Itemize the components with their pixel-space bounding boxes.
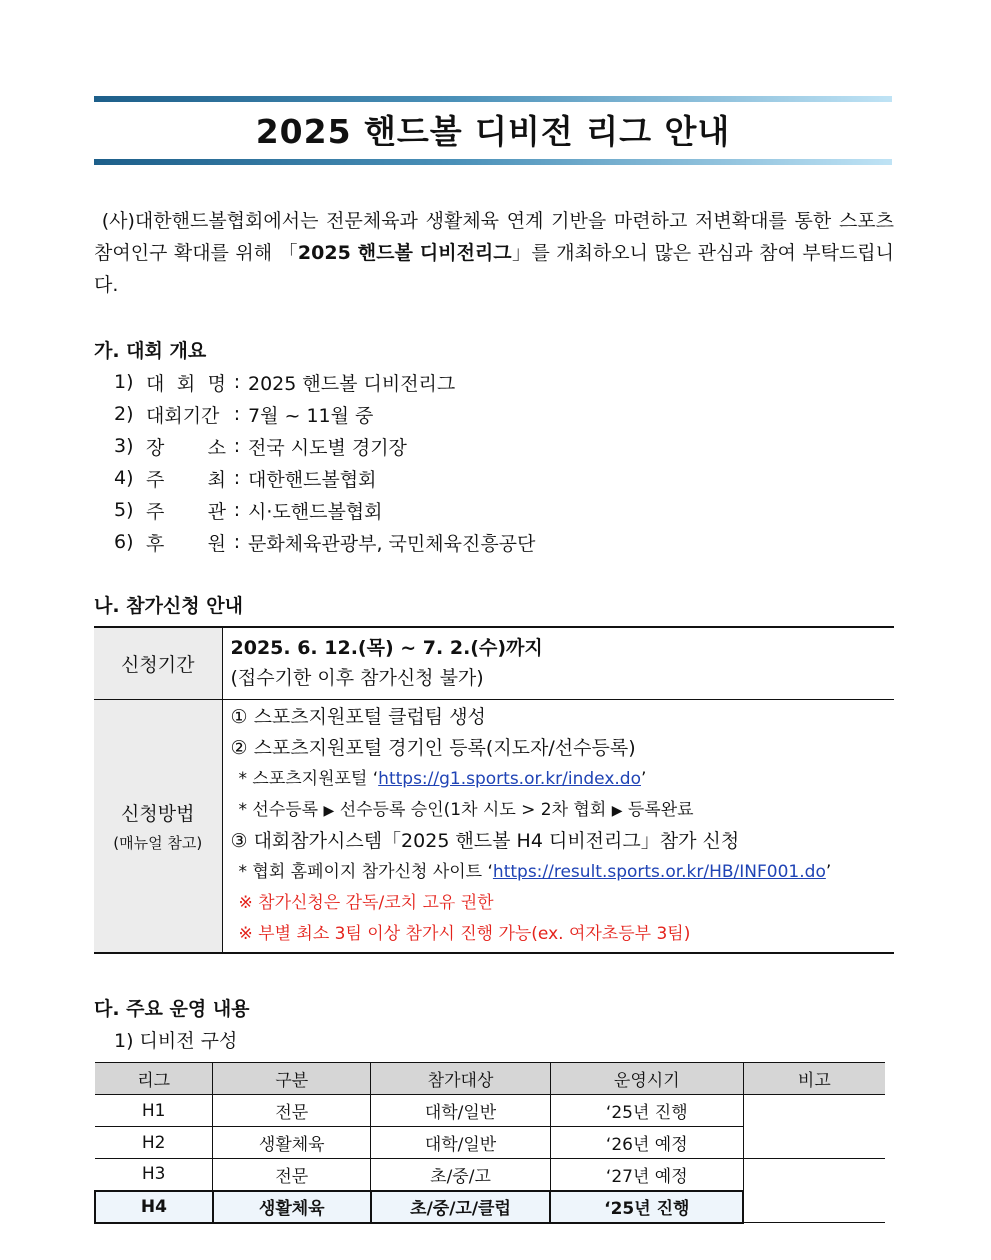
reg-step-c: 등록완료 bbox=[627, 799, 694, 820]
period-cell: ‘26년 예정 bbox=[550, 1127, 743, 1159]
col-header: 참가대상 bbox=[371, 1063, 551, 1095]
overview-item: 2) 대회기간 : 7월 ~ 11월 중 bbox=[114, 398, 535, 430]
item-number: 1) bbox=[114, 371, 134, 393]
target-cell: 초/중/고/클럽 bbox=[371, 1191, 551, 1223]
type-cell: 전문 bbox=[213, 1095, 371, 1127]
item-label: 대 회 명 bbox=[146, 372, 226, 395]
intro-text-before: (사)대한핸드볼협회에서는 전문체육과 생활체육 연계 기반을 마련하고 저변확대를 통한 스포츠 참여인구 확대를 위해 「 bbox=[94, 210, 895, 264]
item-number: 6) bbox=[114, 531, 134, 553]
portal-link[interactable]: https://g1.sports.or.kr/index.do bbox=[378, 768, 641, 789]
method-sublabel: (매뉴얼 참고) bbox=[113, 833, 203, 852]
type-cell: 생활체육 bbox=[213, 1127, 371, 1159]
note-cell bbox=[743, 1095, 885, 1159]
registration-flow bbox=[231, 795, 887, 826]
col-header: 구분 bbox=[213, 1063, 371, 1095]
item-value: 문화체육관광부, 국민체육진흥공단 bbox=[248, 532, 536, 555]
item-label: 후 원 bbox=[146, 532, 226, 555]
warning-2: ※ 부별 최소 3팀 이상 참가시 진행 가능(ex. 여자초등부 3팀) bbox=[238, 923, 691, 944]
col-header: 비고 bbox=[743, 1063, 885, 1095]
period-dates: 2025. 6. 12.(목) ~ 7. 2.(수)까지 bbox=[230, 637, 543, 660]
league-cell: H4 bbox=[95, 1191, 213, 1223]
item-label: 주 관 bbox=[146, 500, 226, 523]
application-table bbox=[94, 626, 894, 954]
item-value: 2025 핸드볼 디비전리그 bbox=[248, 372, 456, 395]
period-cell: ‘27년 예정 bbox=[550, 1159, 743, 1191]
overview-item: 3) 장 소 : 전국 시도별 경기장 bbox=[114, 430, 535, 462]
step-3: ③ 대회참가시스템「2025 핸드볼 H4 디비전리그」참가 신청 bbox=[230, 829, 740, 852]
target-cell: 초/중/고 bbox=[371, 1159, 551, 1191]
intro-paragraph bbox=[94, 205, 894, 301]
league-cell: H2 bbox=[95, 1127, 213, 1159]
item-number: 3) bbox=[114, 435, 134, 457]
col-header: 리그 bbox=[95, 1063, 213, 1095]
section-b-heading: 나. 참가신청 안내 bbox=[94, 595, 243, 617]
method-label: 신청방법 bbox=[121, 802, 195, 825]
league-cell: H1 bbox=[95, 1095, 213, 1127]
period-cell: ‘25년 진행 bbox=[550, 1095, 743, 1127]
reg-step-a: * 선수등록 bbox=[238, 799, 319, 820]
arrow-right-icon: ▶ bbox=[323, 802, 335, 819]
item-value: 시·도핸드볼협회 bbox=[248, 500, 383, 523]
item-number: 2) bbox=[114, 403, 134, 425]
type-cell: 생활체육 bbox=[213, 1191, 371, 1223]
section-c-heading: 다. 주요 운영 내용 bbox=[94, 998, 250, 1020]
division-table bbox=[94, 1062, 885, 1224]
title-bottom-rule bbox=[94, 159, 892, 165]
item-number: 5) bbox=[114, 499, 134, 521]
method-row bbox=[94, 699, 894, 953]
site-note: * 협회 홈페이지 참가신청 사이트 ‘https://result.sports.or.kr/HB/INF001.do’ bbox=[238, 861, 832, 882]
item-value: 7월 ~ 11월 중 bbox=[248, 404, 374, 427]
arrow-right-icon: ▶ bbox=[611, 802, 623, 819]
item-label: 주 최 bbox=[146, 468, 226, 491]
overview-item: 5) 주 관 : 시·도핸드볼협회 bbox=[114, 494, 535, 526]
item-number: 4) bbox=[114, 467, 134, 489]
method-label-cell bbox=[94, 699, 222, 953]
type-cell: 전문 bbox=[213, 1159, 371, 1191]
period-row bbox=[94, 627, 894, 699]
overview-item: 6) 후 원 : 문화체육관광부, 국민체육진흥공단 bbox=[114, 526, 535, 558]
period-label: 신청기간 bbox=[94, 627, 222, 699]
registration-site-link[interactable]: https://result.sports.or.kr/HB/INF001.do bbox=[492, 861, 826, 882]
warning-1: ※ 참가신청은 감독/코치 고유 권한 bbox=[238, 892, 494, 913]
item-label: 대회기간 bbox=[146, 404, 220, 427]
league-cell: H3 bbox=[95, 1159, 213, 1191]
step-2: ② 스포츠지원포털 경기인 등록(지도자/선수등록) bbox=[230, 736, 636, 759]
item-label: 장 소 bbox=[146, 436, 226, 459]
table-row bbox=[95, 1095, 885, 1127]
portal-note: * 스포츠지원포털 ‘https://g1.sports.or.kr/index.do’ bbox=[238, 768, 647, 789]
table-row bbox=[95, 1159, 885, 1191]
section-a-heading: 가. 대회 개요 bbox=[94, 340, 207, 362]
target-cell: 대학/일반 bbox=[371, 1095, 551, 1127]
title-top-rule bbox=[94, 96, 892, 102]
item-value: 전국 시도별 경기장 bbox=[248, 436, 407, 459]
col-header: 운영시기 bbox=[550, 1063, 743, 1095]
item-value: 대한핸드볼협회 bbox=[248, 468, 377, 491]
step-1: ① 스포츠지원포털 클럽팀 생성 bbox=[230, 705, 486, 728]
intro-text-after: 」를 개최하오니 많은 관심과 참여 부탁드립니다. bbox=[94, 242, 895, 296]
target-cell: 대학/일반 bbox=[371, 1127, 551, 1159]
overview-list bbox=[114, 366, 535, 558]
note-cell bbox=[743, 1159, 885, 1223]
method-cell bbox=[222, 699, 894, 953]
reg-step-b: 선수등록 승인(1차 시도 > 2차 협회 bbox=[339, 799, 607, 820]
overview-item: 1) 대 회 명 : 2025 핸드볼 디비전리그 bbox=[114, 366, 535, 398]
period-note: (접수기한 이후 참가신청 불가) bbox=[230, 667, 484, 690]
page-title: 2025 핸드볼 디비전 리그 안내 bbox=[255, 112, 731, 151]
intro-highlight: 2025 핸드볼 디비전리그 bbox=[297, 242, 512, 264]
table-header-row bbox=[95, 1063, 885, 1095]
period-cell bbox=[222, 627, 894, 699]
period-cell: ‘25년 진행 bbox=[550, 1191, 743, 1223]
division-subheading: 1) 디비전 구성 bbox=[114, 1030, 238, 1052]
overview-item: 4) 주 최 : 대한핸드볼협회 bbox=[114, 462, 535, 494]
